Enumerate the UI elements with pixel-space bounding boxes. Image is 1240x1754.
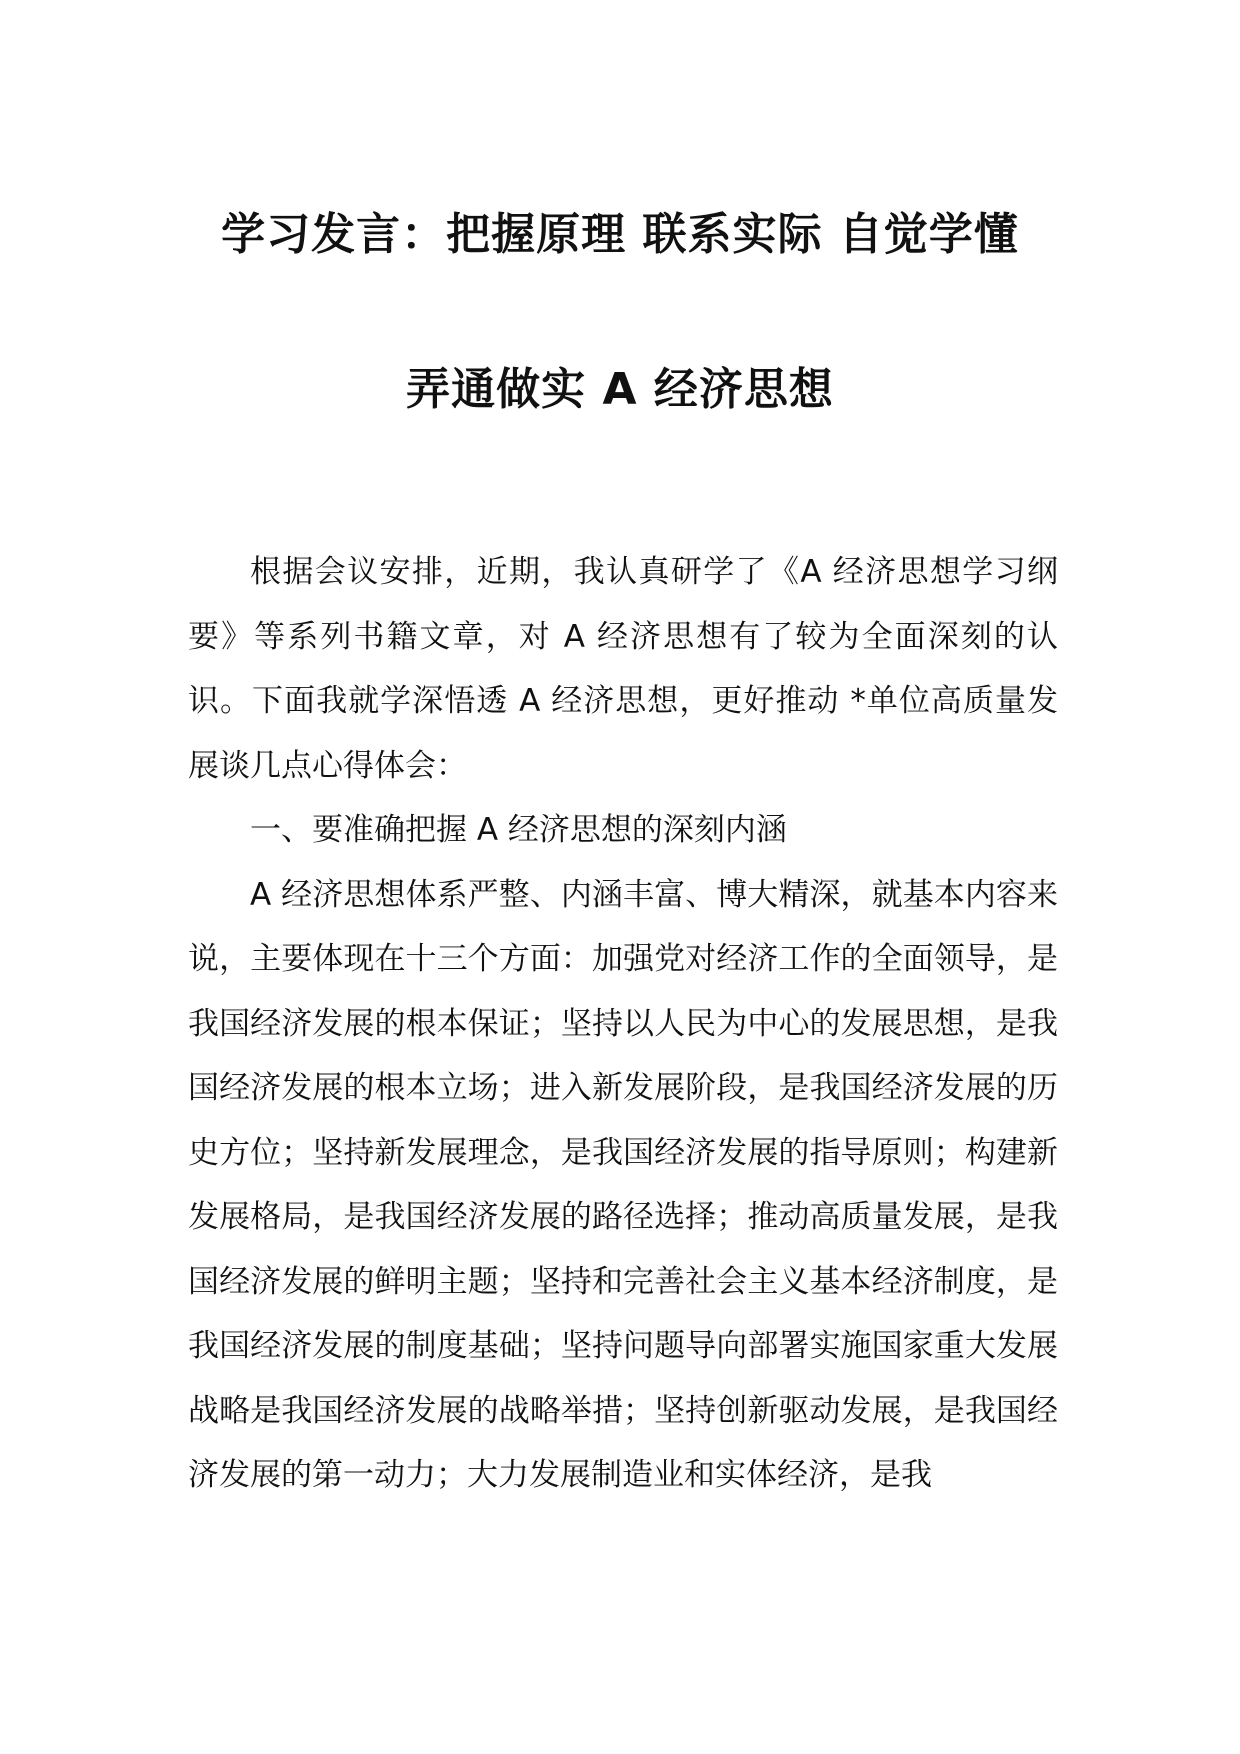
paragraph-intro: 根据会议安排，近期，我认真研学了《A 经济思想学习纲要》等系列书籍文章，对 A 经济思想有了较为全面深刻的认识。下面我就学深悟透 A 经济思想，更好推动 *单位高质量发展谈几点心得体会： bbox=[188, 554, 1058, 784]
document-title-line-1: 学习发言：把握原理 联系实际 自觉学懂 bbox=[221, 209, 1019, 260]
paragraph-section-1: A 经济思想体系严整、内涵丰富、博大精深，就基本内容来说，主要体现在十三个方面：加强党对经济工作的全面领导，是我国经济发展的根本保证；坚持以人民为中心的发展思想，是我国经济发展的根本立场；进入新发展阶段，是我国经济发展的历史方位；坚持新发展理念，是我国经济发展的指导原则；构建新发展格局，是我国经济发展的路径选择；推动高质量发展，是我国经济发展的鲜明主题；坚持和完善社会主义基本经济制度，是我国经济发展的制度基础；坚持问题导向部署实施国家重大发展战略是我国经济发展的战略举措；坚持创新驱动发展，是我国经济发展的第一动力；大力发展制造业和实体经济，是我 bbox=[188, 876, 1058, 1493]
document-body bbox=[188, 540, 1058, 1508]
document-title-line-2: 弄通做实 A 经济思想 bbox=[406, 364, 834, 415]
section-heading-1: 一、要准确把握 A 经济思想的深刻内涵 bbox=[250, 812, 787, 848]
